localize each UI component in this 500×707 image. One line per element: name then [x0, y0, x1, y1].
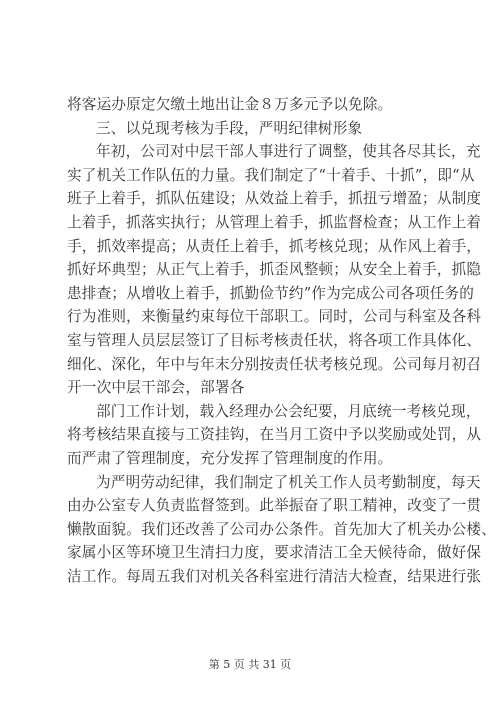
- paragraph-line: 患排查；从增收上着手，抓勤俭节约”作为完成公司各项任务的: [67, 284, 475, 302]
- paragraph-line: 懒散面貌。我们还改善了公司办公条件。首先加大了机关办公楼、: [67, 520, 497, 538]
- paragraph-line: 而严肃了管理制度，充分发挥了管理制度的作用。: [67, 449, 393, 467]
- paragraph-line: 由办公室专人负责监督签到。此举振奋了职工精神，改变了一贯: [67, 497, 482, 515]
- paragraph-line: 细化、深化，年中与年末分别按责任状考核兑现。公司每月初召: [67, 355, 482, 373]
- paragraph-line: 开一次中层干部会，部署各: [67, 379, 245, 397]
- paragraph-line: 行为准则，来衡量约束每位干部职工。同时，公司与科室及各科: [67, 308, 482, 326]
- paragraph-line: 部门工作计划，载入经理办公会纪要，月底统一考核兑现，: [96, 402, 481, 420]
- paragraph-line: 实了机关工作队伍的力量。我们制定了“十着手、十抓”，即“从: [67, 166, 475, 184]
- paragraph-line: 班子上着手，抓队伍建设；从效益上着手，抓扭亏增盈；从制度: [67, 190, 482, 208]
- paragraph-line: 家属小区等环境卫生清扫力度，要求清洁工全天候待命，做好保: [67, 544, 482, 562]
- page-number-footer: 第 5 页 共 31 页: [208, 658, 292, 671]
- paragraph-line: 室与管理人员层层签订了目标考核责任状，将各项工作具体化、: [67, 331, 482, 349]
- section-heading: 三、以兑现考核为手段，严明纪律树形象: [96, 119, 363, 137]
- paragraph-line: 手，抓效率提高；从责任上着手，抓考核兑现；从作风上着手，: [67, 237, 482, 255]
- paragraph-line: 将客运办原定欠缴土地出让金８万多元予以免除。: [67, 96, 393, 113]
- paragraph-line: 为严明劳动纪律，我们制定了机关工作人员考勤制度，每天: [96, 473, 481, 491]
- paragraph-line: 年初，公司对中层干部人事进行了调整，使其各尽其长，充: [96, 143, 481, 161]
- paragraph-line: 将考核结果直接与工资挂钩，在当月工资中予以奖励或处罚，从: [67, 426, 482, 444]
- paragraph-line: 洁工作。每周五我们对机关各科室进行清洁大检查，结果进行张: [67, 567, 482, 585]
- paragraph-line: 上着手，抓落实执行；从管理上着手，抓监督检查；从工作上着: [67, 213, 482, 231]
- paragraph-line: 抓好坏典型；从正气上着手，抓歪风整顿；从安全上着手，抓隐: [67, 261, 482, 279]
- document-body: [67, 93, 497, 588]
